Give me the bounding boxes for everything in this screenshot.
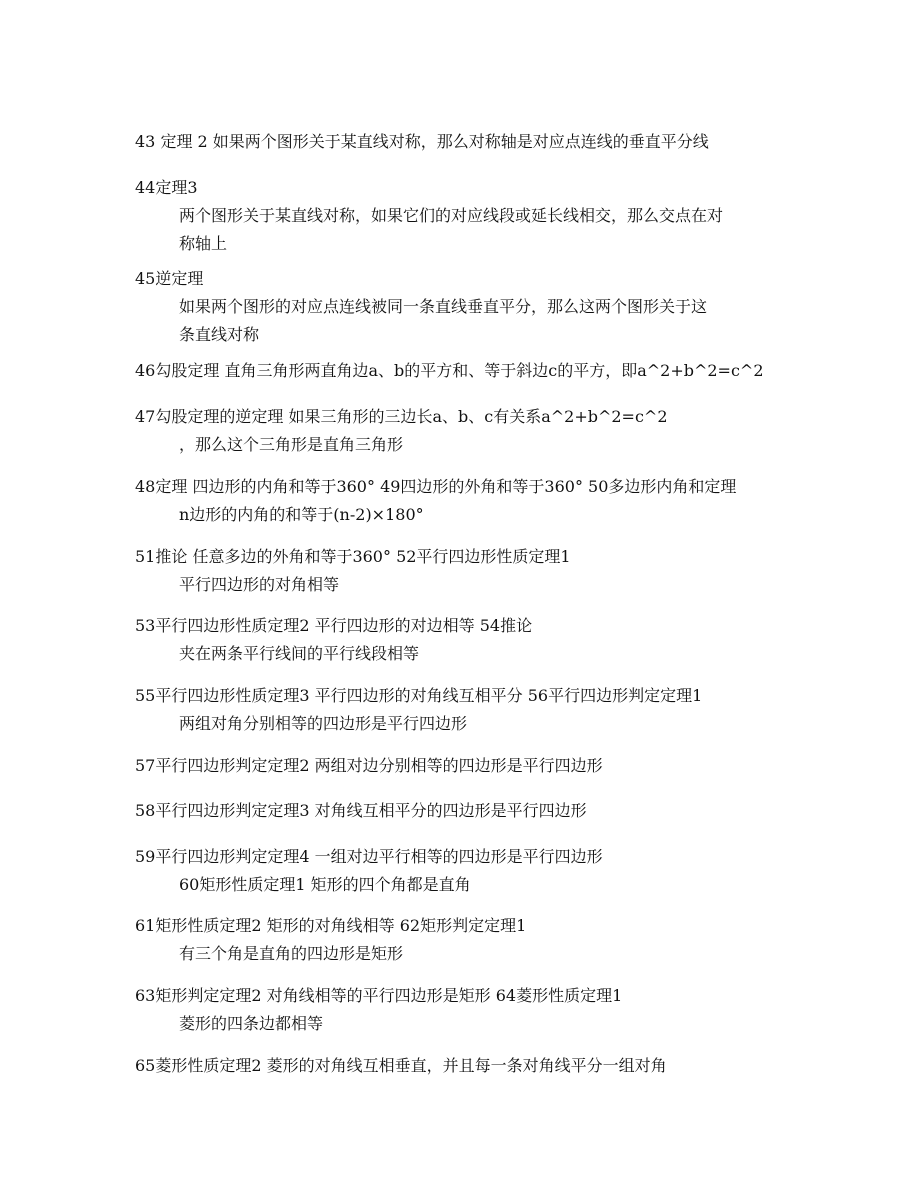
theorem-48 — [135, 473, 795, 529]
theorem-63-line-2: 菱形的四条边都相等 — [179, 1014, 324, 1033]
theorem-59-line-1: 59平行四边形判定定理4 一组对边平行相等的四边形是平行四边形 — [135, 847, 603, 866]
theorem-55-line-1: 55平行四边形性质定理3 平行四边形的对角线互相平分 56平行四边形判定定理1 — [135, 686, 703, 705]
theorem-51 — [135, 543, 795, 599]
theorem-51-line-2: 平行四边形的对角相等 — [179, 575, 340, 594]
theorem-43-line-1: 43 定理 2 如果两个图形关于某直线对称，那么对称轴是对应点连线的垂直平分线 — [135, 132, 709, 151]
theorem-59 — [135, 843, 795, 899]
theorem-45-line-1: 45逆定理 — [135, 269, 204, 288]
theorem-46 — [135, 357, 795, 385]
theorem-44-line-1: 44定理3 — [135, 178, 198, 197]
theorem-45-line-3: 条直线对称 — [179, 325, 260, 344]
theorem-59-line-2: 60矩形性质定理1 矩形的四个角都是直角 — [179, 875, 471, 894]
theorem-63-line-1: 63矩形判定定理2 对角线相等的平行四边形是矩形 64菱形性质定理1 — [135, 986, 623, 1005]
theorem-47-line-1: 47勾股定理的逆定理 如果三角形的三边长a、b、c有关系a^2+b^2=c^2 — [135, 407, 668, 426]
theorem-44-line-2: 两个图形关于某直线对称，如果它们的对应线段或延长线相交，那么交点在对 — [179, 206, 724, 225]
theorem-61-line-1: 61矩形性质定理2 矩形的对角线相等 62矩形判定定理1 — [135, 916, 527, 935]
theorem-44-line-3: 称轴上 — [179, 234, 228, 253]
theorem-53-line-2: 夹在两条平行线间的平行线段相等 — [179, 644, 420, 663]
theorem-43 — [135, 128, 795, 156]
theorem-61-line-2: 有三个角是直角的四边形是矩形 — [179, 944, 404, 963]
theorem-65-line-1: 65菱形性质定理2 菱形的对角线互相垂直，并且每一条对角线平分一组对角 — [135, 1056, 667, 1075]
theorem-45-line-2: 如果两个图形的对应点连线被同一条直线垂直平分，那么这两个图形关于这 — [179, 297, 708, 316]
theorem-46-line-1: 46勾股定理 直角三角形两直角边a、b的平方和、等于斜边c的平方，即a^2+b^2=c^2 — [135, 361, 764, 380]
theorem-63 — [135, 982, 795, 1038]
theorem-57-line-1: 57平行四边形判定定理2 两组对边分别相等的四边形是平行四边形 — [135, 756, 603, 775]
theorem-58 — [135, 797, 795, 825]
theorem-57 — [135, 752, 795, 780]
theorem-51-line-1: 51推论 任意多边的外角和等于360° 52平行四边形性质定理1 — [135, 547, 571, 566]
theorem-47-line-2: ，那么这个三角形是直角三角形 — [179, 435, 404, 454]
theorem-48-line-1: 48定理 四边形的内角和等于360° 49四边形的外角和等于360° 50多边形内角和定理 — [135, 477, 737, 496]
theorem-47 — [135, 403, 795, 459]
theorem-58-line-1: 58平行四边形判定定理3 对角线互相平分的四边形是平行四边形 — [135, 801, 587, 820]
theorem-55-line-2: 两组对角分别相等的四边形是平行四边形 — [179, 714, 468, 733]
theorem-53 — [135, 612, 795, 668]
theorem-61 — [135, 912, 795, 968]
theorem-45 — [135, 265, 795, 349]
theorem-44 — [135, 174, 795, 258]
theorem-55 — [135, 682, 795, 738]
theorem-53-line-1: 53平行四边形性质定理2 平行四边形的对边相等 54推论 — [135, 616, 533, 635]
theorem-48-line-2: n边形的内角的和等于(n-2)×180° — [179, 505, 424, 524]
theorem-65 — [135, 1052, 795, 1080]
